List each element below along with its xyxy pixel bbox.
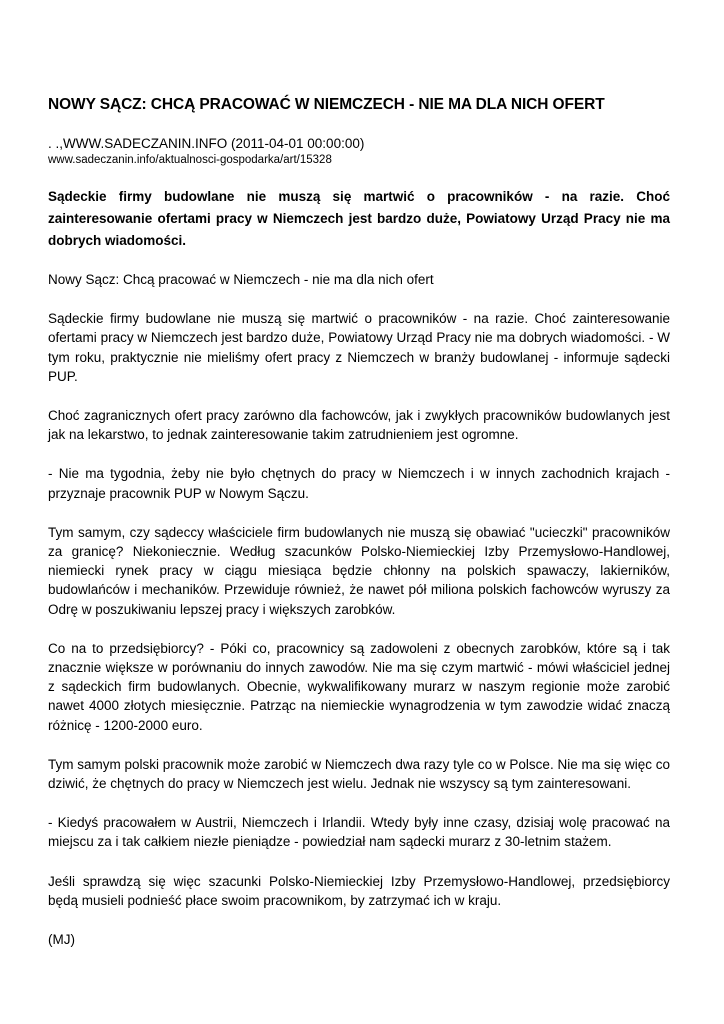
article-paragraph: Tym samym polski pracownik może zarobić w Niemczech dwa razy tyle co w Polsce. Nie ma się więc co dziwić, że chętnych do pracy w Niemczech jest wielu. Jednak nie wszyscy są tym zainteresowani. — [48, 756, 670, 792]
article-paragraph: Choć zagranicznych ofert pracy zarówno dla fachowców, jak i zwykłych pracowników budowlanych jest jak na lekarstwo, to jednak zainteresowanie takim zatrudnieniem jest ogromne. — [48, 408, 670, 443]
article-title: NOWY SĄCZ: CHCĄ PRACOWAĆ W NIEMCZECH - NIE MA DLA NICH OFERT — [48, 96, 605, 113]
article-paragraph: - Nie ma tygodnia, żeby nie było chętnych do pracy w Niemczech i w innych zachodnich krajach - przyznaje pracownik PUP w Nowym Sączu. — [48, 466, 670, 501]
article-paragraph: Nowy Sącz: Chcą pracować w Niemczech - nie ma dla nich ofert — [48, 272, 434, 287]
article-paragraph: Sądeckie firmy budowlane nie muszą się martwić o pracowników - na razie. Choć zainteresowanie ofertami pracy w Niemczech jest bardzo duże, Powiatowy Urząd Pracy nie ma dobrych wiadomości. - W tym roku, praktycznie nie mieliśmy ofert pracy z Niemczech w branży budowlanej - informuje sądecki PUP. — [48, 311, 670, 384]
article-paragraph: Jeśli sprawdzą się więc szacunki Polsko-Niemieckiej Izby Przemysłowo-Handlowej, przedsiębiorcy będą musieli podnieść płace swoim pracownikom, by zatrzymać ich w kraju. — [48, 873, 670, 908]
article-lead: Sądeckie firmy budowlane nie muszą się martwić o pracowników - na razie. Choć zainteresowanie ofertami pracy w Niemczech jest bardzo duże, Powiatowy Urząd Pracy nie ma dobrych wiadomości. — [48, 189, 670, 248]
document-page — [48, 96, 670, 969]
article-paragraph: Tym samym, czy sądeccy właściciele firm budowlanych nie muszą się obawiać "ucieczki" pracowników za granicę? Niekoniecznie. Według szacunków Polsko-Niemieckiej Izby Przemysłowo-Handlowej, niemiecki rynek pracy w ciągu miesiąca będzie chłonny na polskich spawaczy, lakierników, budowlańców i mechaników. Przewiduje również, że nawet pół miliona polskich fachowców wyruszy za Odrę w poszukiwaniu lepszej pracy i większych zarobków. — [48, 524, 670, 617]
article-paragraph: Co na to przedsiębiorcy? - Póki co, pracownicy są zadowoleni z obecnych zarobków, które są i tak znacznie większe w porównaniu do innych zawodów. Nie ma się czym martwić - mówi właściciel jednej z sądeckich firm budowlanych. Obecnie, wykwalifikowany murarz w naszym regionie może zarobić nawet 4000 złotych miesięcznie. Patrząc na niemieckie wynagrodzenia w tym zawodzie widać znaczą różnicę - 1200-2000 euro. — [48, 640, 670, 733]
source-line: . .,WWW.SADECZANIN.INFO (2011-04-01 00:00:00) — [48, 136, 365, 151]
article-paragraph: - Kiedyś pracowałem w Austrii, Niemczech i Irlandii. Wtedy były inne czasy, dzisiaj wolę pracować na miejscu za i tak całkiem niezłe pieniądze - powiedział nam sądecki murarz z 30-letnim stażem. — [48, 815, 670, 850]
author-signature: (MJ) — [48, 932, 75, 948]
article-url: www.sadeczanin.info/aktualnosci-gospodarka/art/15328 — [48, 154, 332, 166]
